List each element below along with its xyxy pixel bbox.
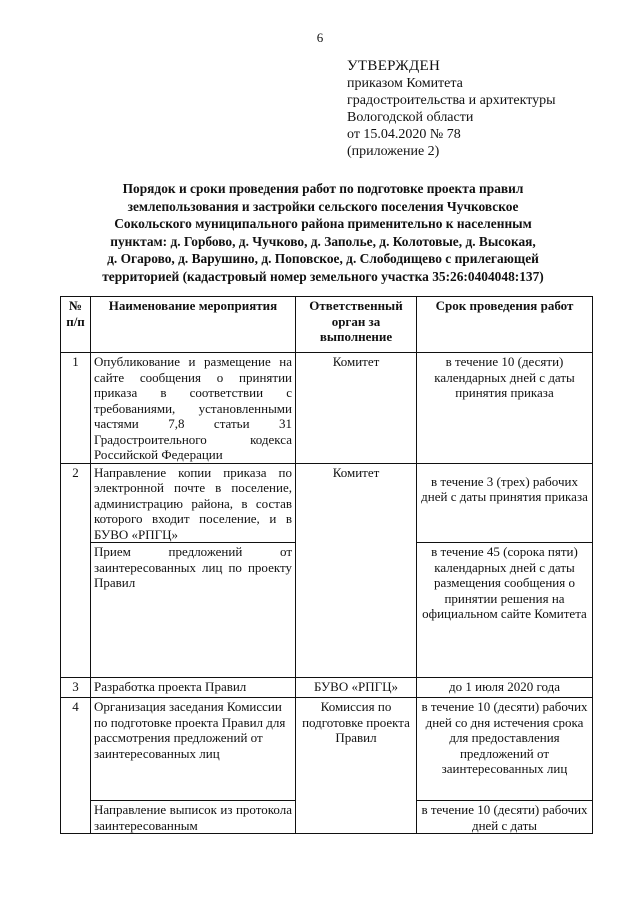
- row-number: 3: [61, 678, 91, 698]
- approval-line: Вологодской области: [347, 110, 474, 125]
- row-term: в течение 10 (десяти) календарных дней с даты принятия приказа: [417, 353, 593, 464]
- row-activity: Направление выписок из протокола заинтересованным: [91, 801, 296, 834]
- approval-line: (приложение 2): [347, 144, 440, 159]
- row-activity: Опубликование и размещение на сайте сообщения о принятии приказа в соответствии с требованиями, установленными частями 7,8 статьи 31 Градостроительного кодекса Российской Федерации: [91, 353, 296, 464]
- table-row: [61, 463, 593, 543]
- title-line: пунктам: д. Горбово, д. Чучково, д. Заполье, д. Колотовые, д. Высокая,: [110, 233, 536, 249]
- title-line: д. Огарово, д. Варушино, д. Поповское, д. Слободищево с прилегающей: [107, 251, 539, 266]
- row-number: 4: [61, 698, 91, 834]
- header-activity: Наименование мероприятия: [91, 297, 296, 353]
- row-responsible: Комиссия по подготовке проекта Правил: [296, 698, 417, 834]
- row-number: 1: [61, 353, 91, 464]
- row-term: в течение 10 (десяти) рабочих дней со дня истечения срока для предоставления предложений от заинтересованных лиц: [417, 698, 593, 801]
- row-term: в течение 10 (десяти) рабочих дней с даты: [417, 801, 593, 834]
- approval-line: градостроительства и архитектуры: [347, 93, 556, 108]
- table-row: [61, 353, 593, 464]
- header-responsible: Ответственный орган за выполнение: [296, 297, 417, 353]
- document-title: [58, 180, 588, 285]
- row-activity: Направление копии приказа по электронной почте в поселение, администрацию района, в состав которого входит поселение, и в БУВО «РПГЦ»: [91, 463, 296, 543]
- header-number: № п/п: [61, 297, 91, 353]
- title-line: Сокольского муниципального района применительно к населенным: [114, 216, 532, 231]
- row-activity: Разработка проекта Правил: [91, 678, 296, 698]
- row-term: до 1 июля 2020 года: [417, 678, 593, 698]
- schedule-table: [60, 296, 593, 834]
- page-number: 6: [316, 30, 324, 45]
- approval-line: от 15.04.2020 № 78: [347, 127, 461, 142]
- row-activity: Организация заседания Комиссии по подготовке проекта Правил для рассмотрения предложений от заинтересованных лиц: [91, 698, 296, 801]
- row-activity: Прием предложений от заинтересованных лиц по проекту Правил: [91, 543, 296, 678]
- row-term: в течение 45 (сорока пяти) календарных дней с даты размещения сообщения о принятии решения на официальном сайте Комитета: [417, 543, 593, 678]
- approval-line: приказом Комитета: [347, 76, 463, 91]
- table-header-row: [61, 297, 593, 353]
- title-line: землепользования и застройки сельского поселения Чучковское: [127, 198, 519, 214]
- title-line: территорией (кадастровый номер земельного участка 35:26:0404048:137): [102, 268, 544, 284]
- approval-heading: УТВЕРЖДЕН: [347, 58, 441, 74]
- row-responsible: БУВО «РПГЦ»: [296, 678, 417, 698]
- table-row: [61, 698, 593, 801]
- title-line: Порядок и сроки проведения работ по подготовке проекта правил: [122, 181, 524, 196]
- header-term: Срок проведения работ: [417, 297, 593, 353]
- row-term: в течение 3 (трех) рабочих дней с даты принятия приказа: [417, 463, 593, 543]
- approval-block: [347, 58, 556, 160]
- table-row: [61, 678, 593, 698]
- row-responsible: Комитет: [296, 353, 417, 464]
- row-number: 2: [61, 463, 91, 678]
- row-responsible: Комитет: [296, 463, 417, 678]
